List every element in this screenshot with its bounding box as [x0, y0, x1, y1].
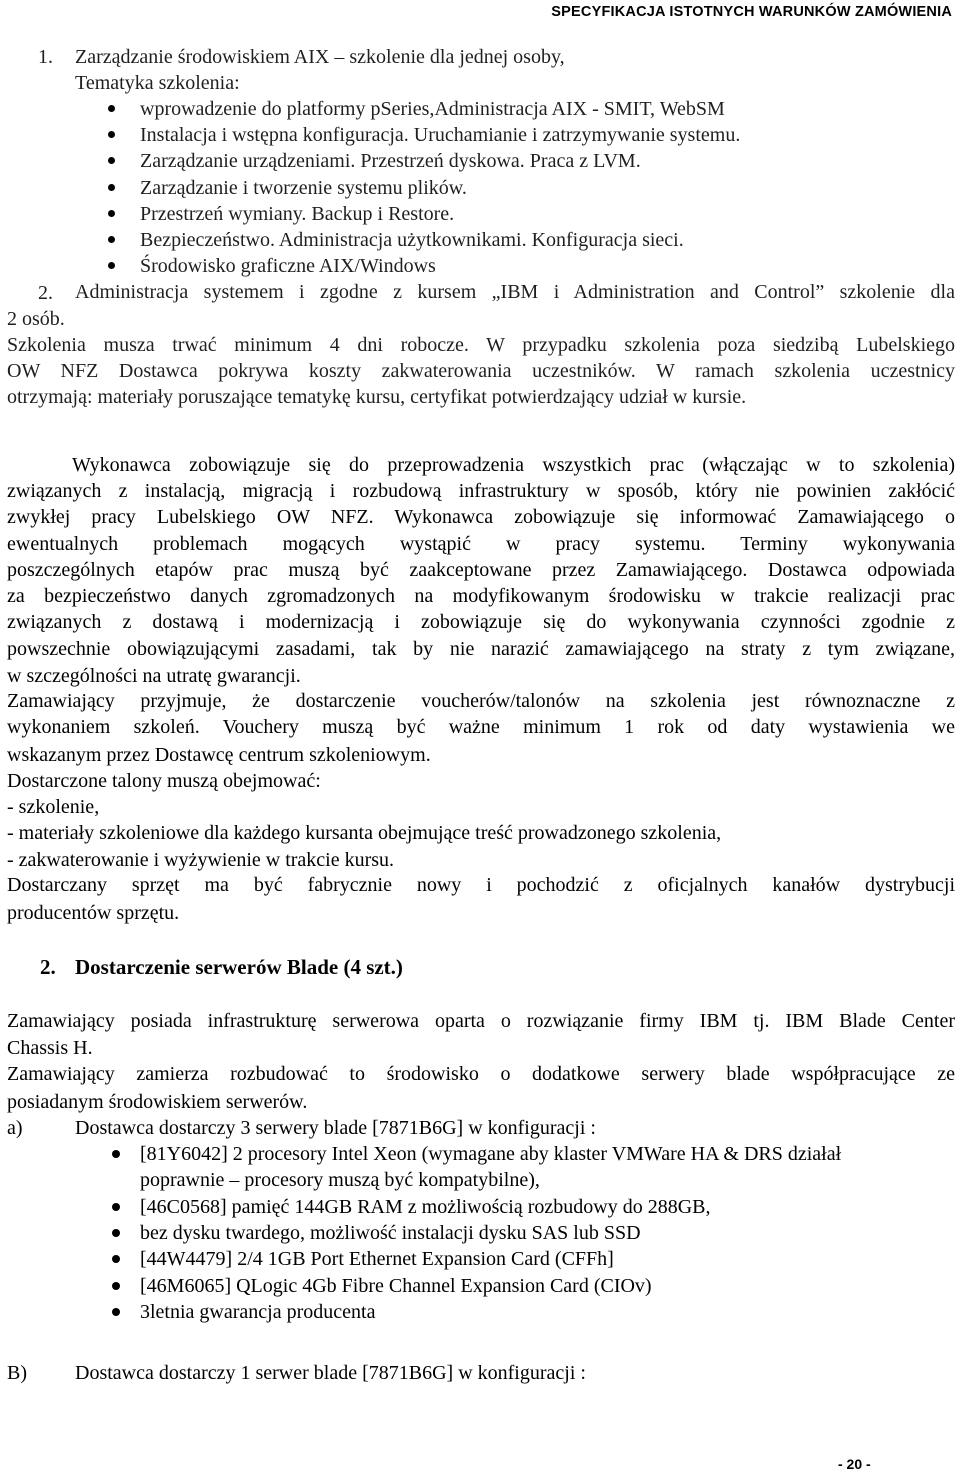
voucher-paragraph-line: wykonaniem szkoleń. Vouchery muszą być ważne minimum 1 rok od daty wystawienia we [7, 716, 955, 738]
bullet-icon [112, 1255, 120, 1263]
spec-item: [81Y6042] 2 procesory Intel Xeon (wymagane aby klaster VMWare HA & DRS działał [140, 1143, 842, 1165]
topic-item: Zarządzanie i tworzenie systemu plików. [140, 177, 467, 199]
point-a-label: a) [7, 1117, 23, 1139]
page-number: - 20 - [838, 1456, 871, 1472]
equipment-paragraph-line: Dostarczany sprzęt ma być fabrycznie nowy i pochodzić z oficjalnych kanałów dystrybucji [7, 874, 955, 896]
bullet-icon [112, 1203, 120, 1211]
section-title: Dostarczenie serwerów Blade (4 szt.) [75, 955, 403, 979]
topic-item: Przestrzeń wymiany. Backup i Restore. [140, 203, 455, 225]
spec-item: 3letnia gwarancja producenta [140, 1301, 376, 1323]
training-note-line: OW NFZ Dostawca pokrywa koszty zakwaterowania uczestników. W ramach szkolenia uczestnicy [7, 360, 955, 382]
spec-item: [44W4479] 2/4 1GB Port Ethernet Expansion Card (CFFh] [140, 1248, 614, 1270]
topic-item: Instalacja i wstępna konfiguracja. Uruchamianie i zatrzymywanie systemu. [140, 124, 741, 146]
bullet-icon [112, 1150, 120, 1158]
expand-paragraph-line: Zamawiający zamierza rozbudować to środowisko o dodatkowe serwery blade współpracujące ze [7, 1063, 955, 1085]
spec-item-continued: poprawnie – procesory muszą być kompatybilne), [140, 1169, 540, 1191]
point-b-text: Dostawca dostarczy 1 serwer blade [7871B6G] w konfiguracji : [75, 1362, 586, 1384]
item1-subtitle: Tematyka szkolenia: [75, 72, 240, 94]
item1-title: Zarządzanie środowiskiem AIX – szkolenie dla jednej osoby, [75, 46, 565, 68]
contractor-paragraph-line: związanych z instalacją, migracją i rozbudową infrastruktury w sposób, który nie powinien zakłócić [7, 480, 955, 502]
spec-item: bez dysku twardego, możliwość instalacji dysku SAS lub SSD [140, 1222, 641, 1244]
contractor-paragraph-line: zwykłej pracy Lubelskiego OW NFZ. Wykonawca zobowiązuje się informować Zamawiającego o [7, 506, 955, 528]
voucher-paragraph-line: Zamawiający przyjmuje, że dostarczenie voucherów/talonów na szkolenia jest równoznaczne z [7, 690, 955, 712]
item2-number: 2. [38, 282, 53, 304]
topic-item: Zarządzanie urządzeniami. Przestrzeń dyskowa. Praca z LVM. [140, 150, 641, 172]
training-note-line: otrzymają: materiały poruszające tematykę kursu, certyfikat potwierdzający udział w kursie. [7, 386, 747, 408]
bullet-icon [112, 1308, 120, 1316]
contractor-paragraph-line: związanych z dostawą i modernizacją i zobowiązuje się do wykonywania czynności zgodnie z [7, 611, 955, 633]
topic-item: Bezpieczeństwo. Administracja użytkownikami. Konfiguracja sieci. [140, 229, 684, 251]
bullet-icon [108, 105, 115, 112]
spec-item: [46C0568] pamięć 144GB RAM z możliwością rozbudowy do 288GB, [140, 1196, 711, 1218]
contractor-paragraph-line: w szczególności na utratę gwarancji. [7, 665, 301, 687]
spec-item: [46M6065] QLogic 4Gb Fibre Channel Expansion Card (CIOv) [140, 1275, 652, 1297]
bullet-icon [112, 1229, 120, 1237]
topic-item: wprowadzenie do platformy pSeries,Administracja AIX - SMIT, WebSM [140, 98, 725, 120]
section-number: 2. [40, 955, 56, 979]
bullet-icon [108, 210, 115, 217]
bullet-icon [108, 262, 115, 269]
training-note-line: Szkolenia musza trwać minimum 4 dni robocze. W przypadku szkolenia poza siedzibą Lubelskiego [7, 334, 955, 356]
talony-intro: Dostarczone talony muszą obejmować: [7, 770, 321, 792]
item2-line: 2 osób. [7, 308, 65, 330]
bullet-icon [108, 236, 115, 243]
equipment-paragraph-line: producentów sprzętu. [7, 902, 180, 924]
contractor-paragraph-line: ewentualnych problemach mogących wystąpić w pracy systemu. Terminy wykonywania [7, 533, 955, 555]
contractor-paragraph-line: za bezpieczeństwo danych zgromadzonych na modyfikowanym środowisku w trakcie realizacji prac [7, 585, 955, 607]
infra-paragraph-line: Chassis H. [7, 1037, 93, 1059]
bullet-icon [108, 131, 115, 138]
voucher-paragraph-line: wskazanym przez Dostawcę centrum szkoleniowym. [7, 744, 431, 766]
bullet-icon [108, 184, 115, 191]
bullet-icon [108, 157, 115, 164]
talony-item: - materiały szkoleniowe dla każdego kursanta obejmujące treść prowadzonego szkolenia, [7, 822, 722, 844]
document-header: SPECYFIKACJA ISTOTNYCH WARUNKÓW ZAMÓWIENIA [551, 4, 952, 20]
talony-item: - szkolenie, [7, 796, 100, 818]
contractor-paragraph-line: powszechnie obowiązującymi zasadami, tak by nie narazić zamawiającego na straty z tym związane, [7, 638, 955, 660]
contractor-paragraph-line: Wykonawca zobowiązuje się do przeprowadzenia wszystkich prac (włączając w to szkolenia) [72, 454, 955, 476]
infra-paragraph-line: Zamawiający posiada infrastrukturę serwerowa oparta o rozwiązanie firmy IBM tj. IBM Blade Center [7, 1010, 955, 1032]
item2-line: Administracja systemem i zgodne z kursem „IBM i Administration and Control” szkolenie dla [75, 281, 955, 303]
expand-paragraph-line: posiadanym środowiskiem serwerów. [7, 1091, 308, 1113]
bullet-icon [112, 1282, 120, 1290]
talony-item: - zakwaterowanie i wyżywienie w trakcie kursu. [7, 849, 395, 871]
topic-item: Środowisko graficzne AIX/Windows [140, 255, 436, 277]
contractor-paragraph-line: poszczególnych etapów prac muszą być zaakceptowane przez Zamawiającego. Dostawca odpowiada [7, 559, 955, 581]
item1-number: 1. [38, 46, 53, 68]
point-b-label: B) [7, 1362, 27, 1384]
point-a-text: Dostawca dostarczy 3 serwery blade [7871B6G] w konfiguracji : [75, 1117, 596, 1139]
